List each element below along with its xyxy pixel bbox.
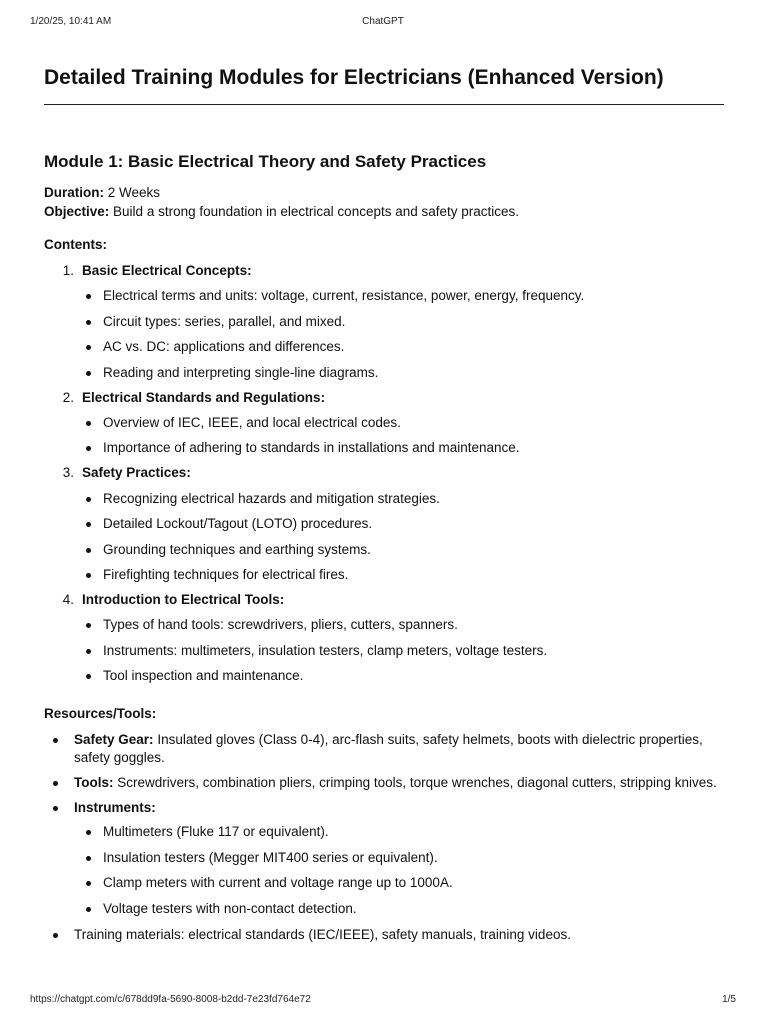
list-item: Overview of IEC, IEEE, and local electrical codes. <box>44 413 724 433</box>
duration-label: Duration: <box>44 185 104 200</box>
list-item: Electrical terms and units: voltage, current, resistance, power, energy, frequency. <box>44 286 724 306</box>
topic-number: 1. <box>62 263 74 278</box>
topic-item <box>44 388 724 459</box>
resources-label: Resources/Tools: <box>44 706 157 722</box>
resource-tools <box>44 774 724 792</box>
document-title: Detailed Training Modules for Electricians (Enhanced Version) <box>44 64 724 105</box>
list-item: Tool inspection and maintenance. <box>44 666 724 686</box>
list-item: Detailed Lockout/Tagout (LOTO) procedures. <box>44 514 724 534</box>
topic-item <box>44 590 724 686</box>
topics-list <box>44 261 724 686</box>
document <box>44 64 724 944</box>
print-page-number: 1/5 <box>722 994 736 1005</box>
topic-item <box>44 463 724 585</box>
contents-label: Contents: <box>44 237 107 252</box>
topic-subitems <box>44 286 724 382</box>
list-item: Voltage testers with non-contact detection. <box>74 899 724 919</box>
list-item: Clamp meters with current and voltage range up to 1000A. <box>74 873 724 893</box>
list-item: Reading and interpreting single-line diagrams. <box>44 363 724 383</box>
resource-training-materials: Training materials: electrical standards (IEC/IEEE), safety manuals, training videos. <box>44 926 724 944</box>
topic-title: Safety Practices: <box>82 465 191 481</box>
duration-value: 2 Weeks <box>107 185 161 200</box>
resource-instruments <box>44 799 724 919</box>
print-site-title: ChatGPT <box>362 16 404 27</box>
topic-number: 4. <box>62 591 74 607</box>
list-item: Instruments: multimeters, insulation testers, clamp meters, voltage testers. <box>44 641 724 661</box>
list-item: Insulation testers (Megger MIT400 series or equivalent). <box>74 848 724 868</box>
list-item: Types of hand tools: screwdrivers, pliers, cutters, spanners. <box>44 615 724 635</box>
list-item: Importance of adhering to standards in installations and maintenance. <box>44 438 724 458</box>
tools-label: Tools: <box>74 775 114 791</box>
print-datetime: 1/20/25, 10:41 AM <box>30 16 112 27</box>
instruments-label: Instruments: <box>74 800 156 816</box>
print-footer <box>30 994 736 1008</box>
print-url: https://chatgpt.com/c/678dd9fa-5690-8008-b2dd-7e23fd764e72 <box>30 994 311 1005</box>
safety-gear-text: Insulated gloves (Class 0-4), arc-flash suits, safety helmets, boots with dielectric properties, safety goggles. <box>74 732 703 766</box>
objective-label: Objective: <box>44 204 110 219</box>
module-heading: Module 1: Basic Electrical Theory and Safety Practices <box>44 152 487 171</box>
module-duration <box>44 183 724 202</box>
objective-value: Build a strong foundation in electrical concepts and safety practices. <box>113 204 520 219</box>
topic-subitems <box>44 413 724 458</box>
list-item: Circuit types: series, parallel, and mixed. <box>44 312 724 332</box>
topic-title: Introduction to Electrical Tools: <box>82 591 285 607</box>
list-item: Firefighting techniques for electrical fires. <box>44 565 724 585</box>
topic-number: 2. <box>62 389 74 405</box>
safety-gear-label: Safety Gear: <box>74 732 154 748</box>
module-objective <box>44 202 724 221</box>
list-item: AC vs. DC: applications and differences. <box>44 337 724 357</box>
resource-safety-gear <box>44 731 724 767</box>
list-item: Multimeters (Fluke 117 or equivalent). <box>74 822 724 842</box>
print-header <box>30 16 736 30</box>
tools-text: Screwdrivers, combination pliers, crimping tools, torque wrenches, diagonal cutters, stripping knives. <box>117 775 717 791</box>
topic-number: 3. <box>62 465 74 481</box>
topic-subitems <box>44 615 724 686</box>
list-item: Recognizing electrical hazards and mitigation strategies. <box>44 489 724 509</box>
topic-item <box>44 261 724 383</box>
topic-subitems <box>44 489 724 585</box>
instruments-subitems <box>74 822 724 918</box>
topic-title: Basic Electrical Concepts: <box>82 263 252 278</box>
resources-list <box>44 731 724 944</box>
topic-title: Electrical Standards and Regulations: <box>82 389 326 405</box>
list-item: Grounding techniques and earthing systems. <box>44 540 724 560</box>
